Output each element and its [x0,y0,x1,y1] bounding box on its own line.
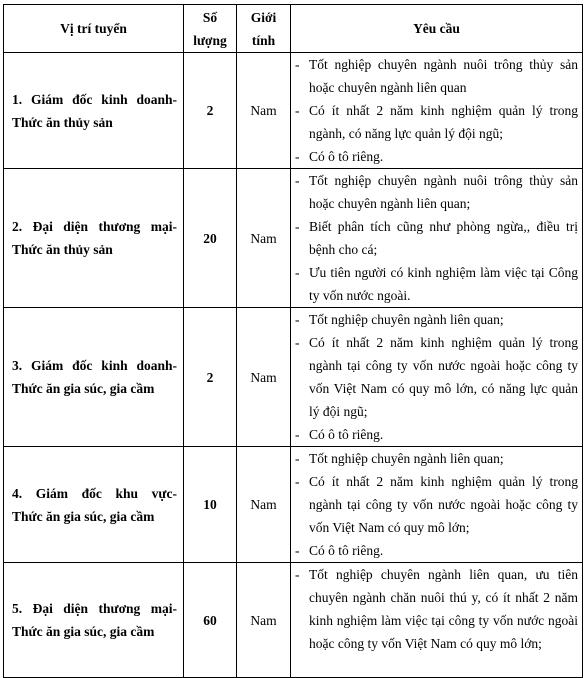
table-row [4,447,583,563]
position-subtitle: Thức ăn gia súc, gia cầm [12,508,155,524]
requirement-text: Tốt nghiệp chuyên ngành liên quan, ưu tiên chuyên ngành chăn nuôi thú y, có ít nhất 2 năm kinh nghiệm làm việc tại công ty vốn nước ngoài hoặc công ty vốn Việt Nam có quy mô lớn; [309,567,578,651]
table-row [4,563,583,678]
requirement-item [291,539,578,562]
position-subtitle: Thức ăn gia súc, gia cầm [12,624,155,639]
requirements-cell [291,563,583,678]
gender-cell: Nam [237,169,291,308]
bullet-dash: - [295,567,300,582]
requirement-item [291,145,578,168]
bullet-dash: - [295,173,300,188]
table-row [4,53,583,169]
bullet-dash: - [295,335,300,350]
requirement-text: Tốt nghiệp chuyên ngành liên quan; [309,451,504,466]
requirements-list [291,169,578,307]
bullet-dash: - [295,265,300,280]
bullet-dash: - [295,103,300,118]
position-title: 1. Giám đốc kinh doanh- [12,91,177,107]
quantity-cell: 60 [184,563,237,678]
requirement-item [291,53,578,99]
requirement-text: Có ô tô riêng. [309,149,384,164]
position-title: 5. Đại diện thương mại- [12,601,177,616]
requirement-item [291,470,578,539]
bullet-dash: - [295,57,300,72]
requirement-text: Ưu tiên người có kinh nghiệm làm việc tại Công ty vốn nước ngoài. [309,265,578,303]
requirements-list [291,563,578,655]
requirement-text: Biết phân tích cũng như phòng ngừa,, điều trị bệnh cho cá; [309,219,578,257]
quantity-cell: 2 [184,308,237,447]
requirement-text: Có ô tô riêng. [309,427,384,442]
recruitment-table [3,4,583,678]
requirements-list [291,447,578,562]
bullet-dash: - [295,543,300,558]
requirements-cell [291,53,583,169]
position-subtitle: Thức ăn thủy sản [12,114,113,130]
requirement-text: Tốt nghiệp chuyên ngành liên quan; [309,312,504,327]
requirement-item [291,563,578,655]
requirement-item [291,423,578,446]
requirement-text: Tốt nghiệp chuyên ngành nuôi trông thủy sản hoặc chuyên ngành liên quan [309,57,578,95]
requirements-cell [291,447,583,563]
requirement-item [291,99,578,145]
gender-cell: Nam [237,563,291,678]
requirement-text: Có ít nhất 2 năm kinh nghiệm quản lý trong ngành tại công ty vốn nước ngoài hoặc công ty vốn Việt Nam có quy mô lớn; [309,474,578,535]
table-row [4,308,583,447]
table-body [4,53,583,678]
bullet-dash: - [295,312,300,327]
bullet-dash: - [295,219,300,234]
gender-cell: Nam [237,53,291,169]
header-requirements: Yêu cầu [291,5,583,53]
position-title: 3. Giám đốc kinh doanh- [12,358,177,373]
header-position: Vị trí tuyển [4,5,184,53]
header-gender: Giới tính [237,5,291,53]
requirements-list [291,53,578,168]
position-subtitle: Thức ăn thủy sản [12,242,113,257]
position-subtitle: Thức ăn gia súc, gia cầm [12,381,155,396]
bullet-dash: - [295,474,300,489]
position-title: 2. Đại diện thương mại- [12,219,177,234]
requirement-item [291,447,578,470]
bullet-dash: - [295,451,300,466]
requirement-text: Có ít nhất 2 năm kinh nghiệm quản lý trong ngành tại công ty vốn nước ngoài hoặc công ty vốn Việt Nam có quy mô lớn, có năng lực quản lý đội ngũ; [309,335,578,419]
requirement-item [291,261,578,307]
position-cell [4,308,184,447]
requirements-cell [291,308,583,447]
requirement-text: Tốt nghiệp chuyên ngành nuôi trông thủy sản hoặc chuyên ngành liên quan; [309,173,578,211]
requirement-item [291,308,578,331]
header-row [4,5,583,53]
position-cell [4,169,184,308]
header-quantity: Số lượng [184,5,237,53]
gender-cell: Nam [237,447,291,563]
requirements-cell [291,169,583,308]
position-cell [4,447,184,563]
gender-cell: Nam [237,308,291,447]
bullet-dash: - [295,149,300,164]
requirement-text: Có ít nhất 2 năm kinh nghiệm quản lý trong ngành, có năng lực quản lý đội ngũ; [309,103,578,141]
requirement-item [291,169,578,215]
position-cell [4,563,184,678]
requirements-list [291,308,578,446]
quantity-cell: 2 [184,53,237,169]
bullet-dash: - [295,427,300,442]
table-row [4,169,583,308]
position-title: 4. Giám đốc khu vực- [12,485,177,501]
requirement-item [291,331,578,423]
position-cell [4,53,184,169]
requirement-text: Có ô tô riêng. [309,543,384,558]
quantity-cell: 10 [184,447,237,563]
requirement-item [291,215,578,261]
quantity-cell: 20 [184,169,237,308]
